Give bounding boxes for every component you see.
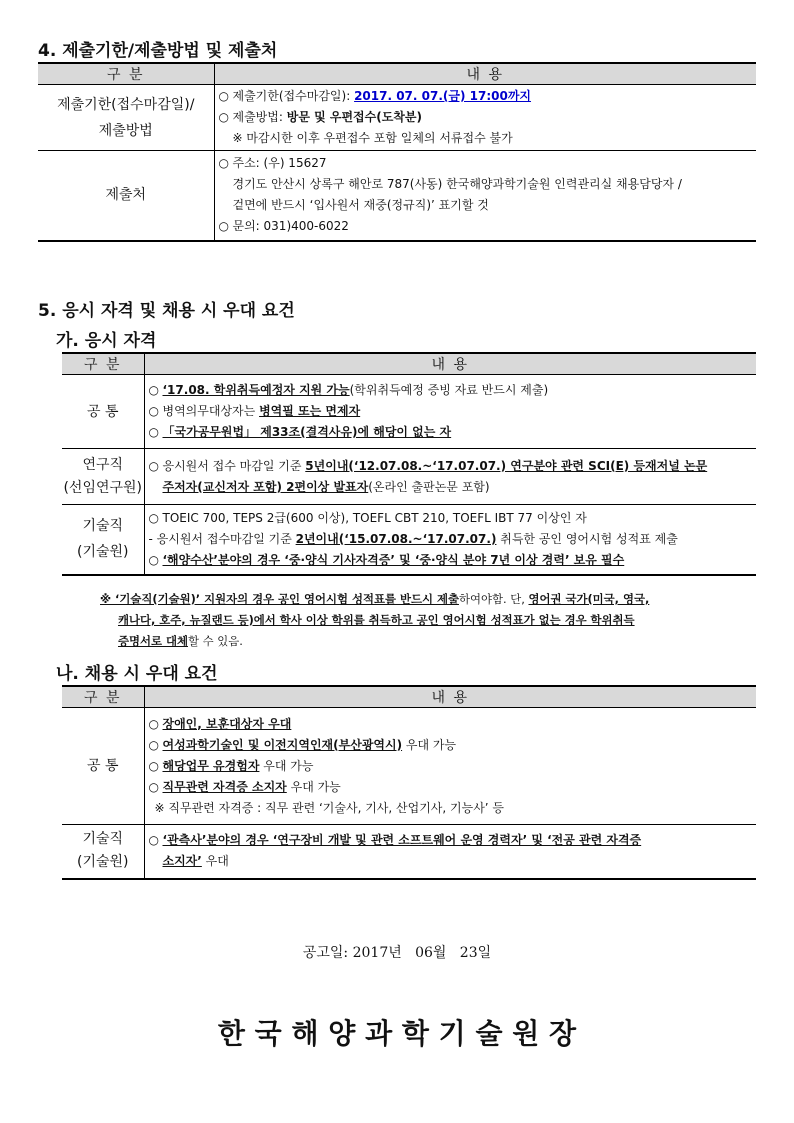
announcement-date: 공고일: 2017년 06월 23일 — [302, 945, 492, 961]
col-header-content: 내 용 — [214, 63, 756, 85]
row-label-technical: 기술직 (기술원) — [62, 825, 144, 879]
row-label-common: 공 통 — [62, 375, 144, 449]
section-5-heading: 5. 응시 자격 및 채용 시 우대 요건 — [38, 301, 295, 321]
row-label-technical: 기술직 (기술원) — [62, 505, 144, 575]
submission-table — [38, 62, 756, 242]
section-4-heading: 4. 제출기한/제출방법 및 제출처 — [38, 41, 278, 61]
row-content-technical: ○ TOEIC 700, TEPS 2급(600 이상), TOEFL CBT 210, TOEFL IBT 77 이상인 자 - 응시원서 접수마감일 기준 2년이내(‘15.07.08.~‘17.07.07.) 취득한 공인 영어시험 성적표 제출 ○ ‘해양수산’분야의 경우 ‘중·양식 기사자격증’ 및 ‘중·양식 분야 7년 이상 경력’ 보유 필수 — [148, 510, 678, 567]
row-content-common: ○ 장애인, 보훈대상자 우대 ○ 여성과학기술인 및 이전지역인재(부산광역시) 우대 가능 ○ 해당업무 유경험자 우대 가능 ○ 직무관련 자격증 소지자 우대 가능 ※ 직무관련 자격증 : 직무 관련 ‘기술사, 기사, 산업기사, 기능사’ 등 — [144, 708, 756, 825]
organization-name: 한 국 해 양 과 학 기 술 원 장 — [217, 1017, 577, 1050]
row-label-deadline: 제출기한(접수마감일)/ 제출방법 — [38, 85, 214, 151]
eligibility-note: ※ ‘기술직(기술원)’ 지원자의 경우 공인 영어시험 성적표를 반드시 제출하여야함. 단, 영어권 국가(미국, 영국, 캐나다, 호주, 뉴질랜드 등)에서 학사 이상 학위를 취득하고 공인 영어시험 성적표가 없는 경우 학위취득 증명서로 대체할 수 있음. — [100, 592, 650, 648]
deadline-date: 2017. 07. 07.(금) 17:00까지 — [354, 89, 532, 103]
section-5-na-heading: 나. 채용 시 우대 요건 — [56, 664, 218, 684]
col-header-category: 구 분 — [62, 686, 144, 708]
col-header-category: 구 분 — [38, 63, 214, 85]
row-label-common: 공 통 — [62, 708, 144, 825]
row-content-research: ○ 응시원서 접수 마감일 기준 5년이내(‘12.07.08.~‘17.07.07.) 연구분야 관련 SCI(E) 등재저널 논문 주저자(교신저자 포함) 2편이상 발표자(온라인 출판논문 포함) — [144, 449, 756, 505]
row-content-common: ○ ‘17.08. 학위취득예정자 지원 가능(학위취득예정 증빙 자료 반드시 제출) ○ 병역의무대상자는 병역필 또는 면제자 ○ 「국가공무원법」 제33조(결격사유)에 해당이 없는 자 — [144, 375, 756, 449]
row-label-destination: 제출처 — [38, 151, 214, 241]
section-5-ga-heading: 가. 응시 자격 — [56, 331, 157, 351]
col-header-content: 내 용 — [144, 353, 756, 375]
row-content-technical: ○ ‘관측사’분야의 경우 ‘연구장비 개발 및 관련 소프트웨어 운영 경력자’ 및 ‘전공 관련 자격증 소지자’ 우대 — [148, 833, 642, 869]
row-label-research: 연구직 (선임연구원) — [62, 449, 144, 505]
row-content-deadline: ○ 제출기한(접수마감일): 2017. 07. 07.(금) 17:00까지 ○ 제출방법: 방문 및 우편접수(도착분) ※ 마감시한 이후 우편접수 포함 일체의 서류접수 불가 — [214, 85, 756, 151]
col-header-content: 내 용 — [144, 686, 756, 708]
preference-table — [62, 685, 756, 880]
row-content-destination: ○ 주소: (우) 15627 경기도 안산시 상록구 해안로 787(사동) 한국해양과학기술원 인력관리실 채용담당자 / 겉면에 반드시 ‘입사원서 재중(정규직)’ 표기할 것 ○ 문의: 031)400-6022 — [218, 156, 682, 234]
eligibility-table — [62, 352, 756, 576]
col-header-category: 구 분 — [62, 353, 144, 375]
